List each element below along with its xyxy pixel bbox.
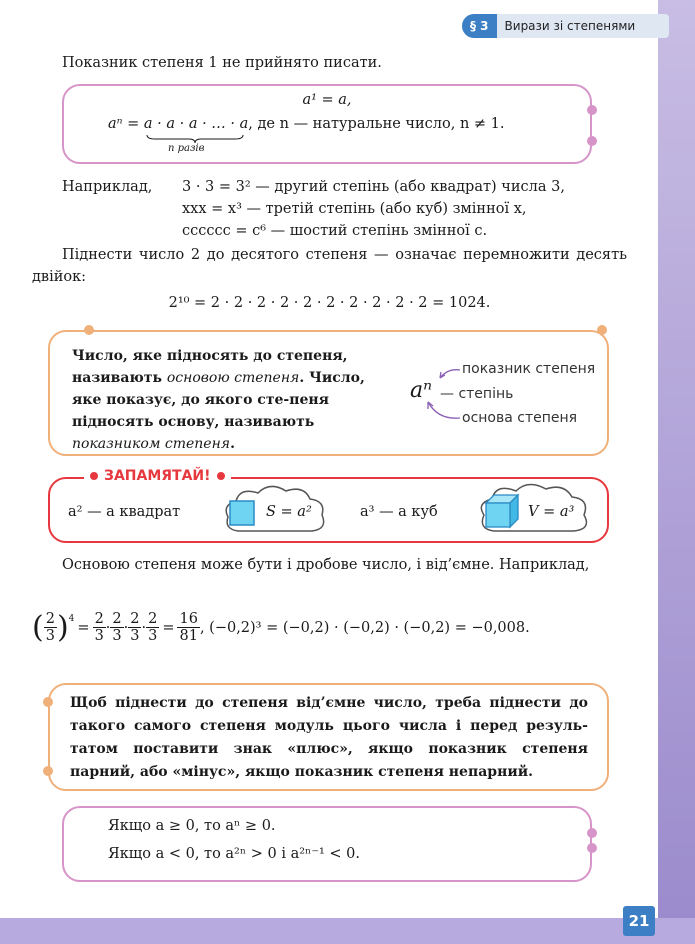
base-term: основою степеня (166, 370, 300, 386)
page-number: 21 (623, 906, 655, 936)
box-dot (43, 697, 53, 707)
diagram-arrows (418, 362, 468, 432)
example-3: cccccc = c⁶ — шостий степінь змінної c. (182, 223, 488, 239)
power-of-two-formula: 2¹⁰ = 2 · 2 · 2 · 2 · 2 · 2 · 2 · 2 · 2 · 2 = 1024. (168, 295, 491, 311)
box-dot (597, 325, 607, 335)
box-dot (587, 136, 597, 146)
factor-fraction: $\frac{2}{3}$ (94, 611, 104, 644)
remember-tag (84, 468, 231, 484)
definition-p1: Число, яке підносять до степеня, називають (72, 348, 348, 386)
paren-right: ) (56, 610, 69, 645)
section-header (462, 14, 669, 38)
section-number: § 3 (462, 14, 497, 38)
label-power: — степінь (440, 386, 514, 402)
label-exponent: показник степеня (462, 361, 596, 377)
exponent-term: показником степеня (72, 436, 231, 452)
formula-line-1: a¹ = a, (302, 92, 352, 108)
formula-line-2 (108, 116, 505, 132)
box-dot (587, 828, 597, 838)
cube-text: a³ — a куб (360, 504, 438, 520)
fraction-intro: Основою степеня може бути і дробове число, і від’ємне. Наприклад, (62, 557, 590, 573)
box-dot (43, 766, 53, 776)
base-fraction: $\frac{2}{3}$ (45, 611, 55, 644)
fraction-example: ( $\frac{2}{3}$ ) $^4$ = $\frac{2}{3}$ · $\frac{2}{3}$ · $\frac{2}{3}$ · $\frac{2}{3}$ = $\frac{16}{81}$ , (−0,2)³ = (−0,2) · (−0,2) · (−0,2) = −0,008. (32, 610, 530, 645)
square-formula: S = a² (266, 504, 312, 520)
remember-title: ЗАПАМЯТАЙ! (104, 468, 211, 484)
sign-rule-1: Якщо a ≥ 0, то aⁿ ≥ 0. (108, 818, 276, 834)
rule-text: Щоб піднести до степеня від’ємне число, треба піднести до такого самого степеня модуль цього числа і перед резуль-татом поставити знак «плюс», якщо показник степеня парний, або «мінус», якщо показник степеня непарний. (70, 695, 588, 780)
box-dot (587, 843, 597, 853)
formula-lhs: aⁿ = (108, 116, 144, 132)
formula-product: a · a · a · … · a (143, 116, 249, 132)
intro-text: Показник степеня 1 не прийнято писати. (62, 55, 382, 71)
box-dot (84, 325, 94, 335)
sign-rule-2: Якщо a < 0, то a²ⁿ > 0 і a²ⁿ⁻¹ < 0. (108, 846, 360, 862)
examples-lead: Наприклад, (62, 179, 153, 195)
factor-fraction: $\frac{2}{3}$ (130, 611, 140, 644)
formula-rest: , де n — натуральне число, n ≠ 1. (248, 116, 505, 132)
factor-fraction: $\frac{2}{3}$ (148, 611, 158, 644)
result-fraction: $\frac{16}{81}$ (179, 611, 198, 644)
definition-p2: Число, яке показує, до якого сте-пеня підносять основу, називають (72, 370, 365, 430)
tag-dot (90, 472, 98, 480)
section-title: Вирази зі степенями (497, 14, 669, 38)
fraction-exponent: 4 (68, 614, 75, 624)
tag-dot (217, 472, 225, 480)
factor-fraction: $\frac{2}{3}$ (112, 611, 122, 644)
underbrace-label: n разів (168, 143, 205, 154)
negative-example: , (−0,2)³ = (−0,2) · (−0,2) · (−0,2) = −0,008. (199, 619, 530, 636)
label-base: основа степеня (462, 410, 578, 426)
cube-formula: V = a³ (528, 504, 575, 520)
example-2: xxx = x³ — третій степінь (або куб) змінної x, (182, 201, 527, 217)
power-expression: aⁿ (410, 378, 433, 403)
bottom-decoration (0, 918, 695, 944)
example-1: 3 · 3 = 3² — другий степінь (або квадрат) числа 3, (182, 179, 565, 195)
paren-left: ( (32, 610, 44, 645)
side-decoration (658, 0, 695, 944)
definition-text: Число, яке підносять до степеня, називають основою степеня. Число, яке показує, до якого сте-пеня підносять основу, називають показником степеня. (72, 348, 365, 452)
power-of-two-text: Піднести число 2 до десятого степеня — означає перемножити десять двійок: (32, 247, 627, 285)
square-text: a² — a квадрат (68, 504, 181, 520)
